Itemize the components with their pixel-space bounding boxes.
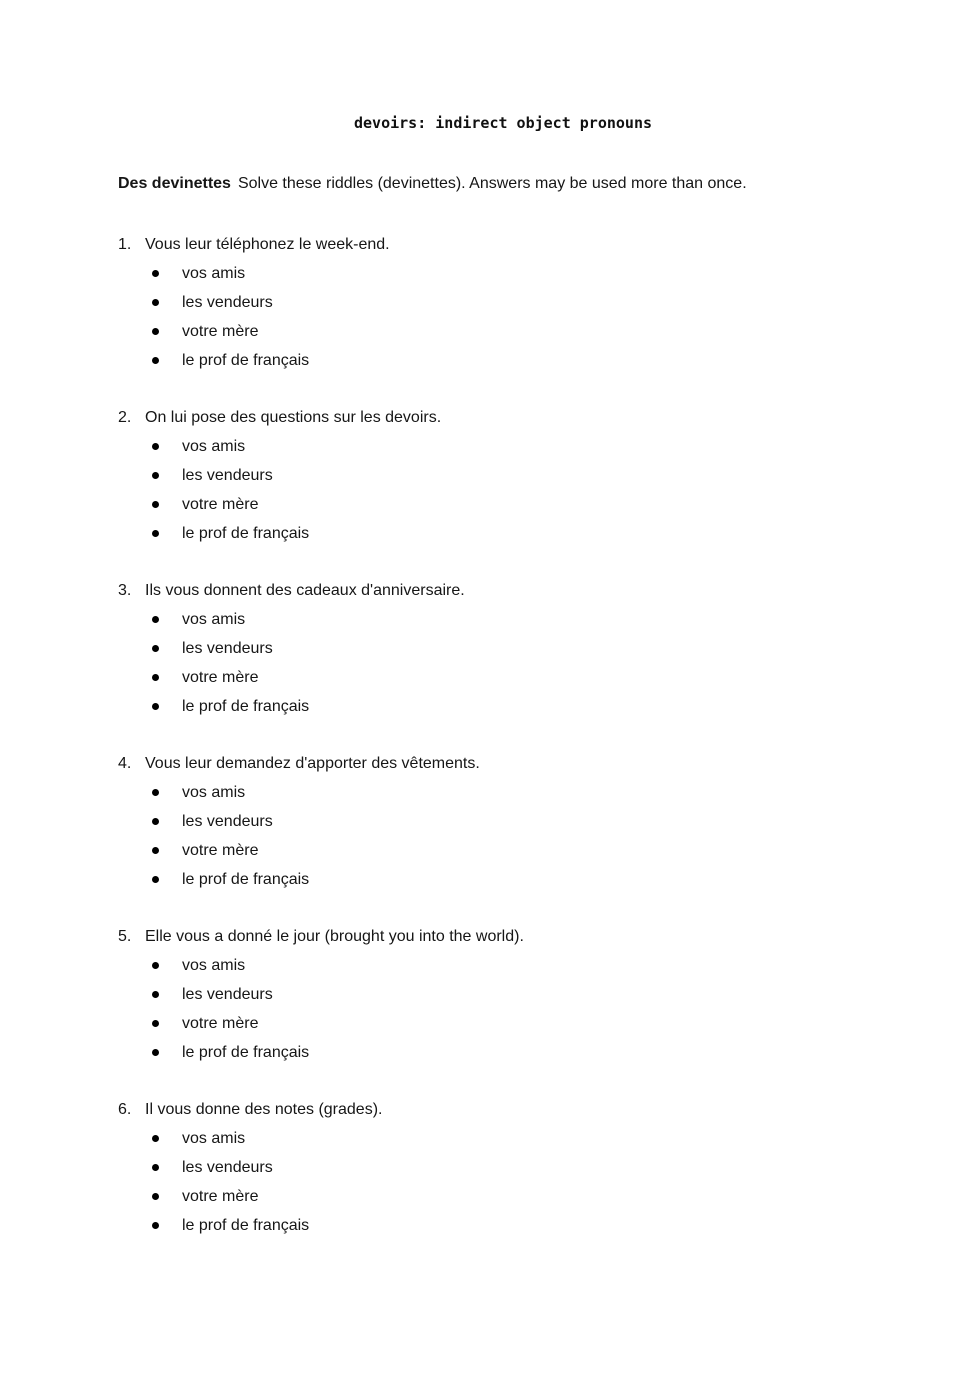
question-line (118, 1095, 888, 1124)
option-label: le prof de français (182, 698, 310, 715)
question-text: Elle vous a donné le jour (brought you into the world). (145, 928, 524, 945)
instructions (118, 172, 888, 196)
option-label: vos amis (182, 784, 246, 801)
questions-list (118, 230, 888, 1240)
question-block (118, 230, 888, 375)
option-label: votre mère (182, 842, 259, 859)
options-list (118, 432, 888, 548)
option-item (152, 980, 888, 1009)
option-label: les vendeurs (182, 1159, 273, 1176)
bullet-icon (152, 876, 159, 883)
options-list (118, 605, 888, 721)
option-label: votre mère (182, 496, 259, 513)
question-text: Vous leur demandez d'apporter des vêtements. (145, 755, 480, 772)
question-number: 6. (118, 1101, 132, 1118)
option-label: votre mère (182, 1188, 259, 1205)
question-line (118, 749, 888, 778)
bullet-icon (152, 616, 159, 623)
bullet-icon (152, 818, 159, 825)
option-label: le prof de français (182, 352, 310, 369)
option-item (152, 807, 888, 836)
option-label: le prof de français (182, 871, 310, 888)
option-item (152, 1124, 888, 1153)
option-item (152, 490, 888, 519)
question-number: 5. (118, 928, 132, 945)
question-line (118, 576, 888, 605)
bullet-icon (152, 1164, 159, 1171)
question-text: Vous leur téléphonez le week-end. (145, 236, 390, 253)
option-item (152, 605, 888, 634)
option-item (152, 951, 888, 980)
question-line (118, 922, 888, 951)
question-block (118, 403, 888, 548)
bullet-icon (152, 1135, 159, 1142)
options-list (118, 259, 888, 375)
bullet-icon (152, 962, 159, 969)
bullet-icon (152, 991, 159, 998)
question-text: On lui pose des questions sur les devoirs. (145, 409, 442, 426)
bullet-icon (152, 674, 159, 681)
option-item (152, 692, 888, 721)
question-block (118, 922, 888, 1067)
option-item (152, 259, 888, 288)
options-list (118, 778, 888, 894)
option-label: le prof de français (182, 525, 310, 542)
option-label: le prof de français (182, 1217, 310, 1234)
question-number: 2. (118, 409, 132, 426)
bullet-icon (152, 530, 159, 537)
option-item (152, 1211, 888, 1240)
option-item (152, 1009, 888, 1038)
question-line (118, 230, 888, 259)
question-block (118, 576, 888, 721)
options-list (118, 1124, 888, 1240)
option-item (152, 432, 888, 461)
option-item (152, 288, 888, 317)
question-line (118, 403, 888, 432)
question-block (118, 749, 888, 894)
option-label: les vendeurs (182, 467, 273, 484)
option-label: les vendeurs (182, 294, 273, 311)
option-item (152, 519, 888, 548)
question-number: 1. (118, 236, 132, 253)
bullet-icon (152, 472, 159, 479)
option-label: vos amis (182, 611, 246, 628)
option-label: les vendeurs (182, 813, 273, 830)
document-title: devoirs: indirect object pronouns (353, 114, 652, 132)
bullet-icon (152, 1049, 159, 1056)
option-item (152, 778, 888, 807)
option-label: votre mère (182, 323, 259, 340)
option-item (152, 317, 888, 346)
options-list (118, 951, 888, 1067)
bullet-icon (152, 1193, 159, 1200)
option-label: les vendeurs (182, 986, 273, 1003)
question-number: 4. (118, 755, 132, 772)
question-text: Il vous donne des notes (grades). (145, 1101, 383, 1118)
question-text: Ils vous donnent des cadeaux d'anniversaire. (145, 582, 465, 599)
option-label: le prof de français (182, 1044, 310, 1061)
instructions-text: Solve these riddles (devinettes). Answers may be used more than once. (237, 175, 747, 192)
bullet-icon (152, 1222, 159, 1229)
option-item (152, 346, 888, 375)
option-item (152, 1153, 888, 1182)
option-item (152, 836, 888, 865)
option-label: les vendeurs (182, 640, 273, 657)
bullet-icon (152, 328, 159, 335)
bullet-icon (152, 847, 159, 854)
option-item (152, 461, 888, 490)
bullet-icon (152, 501, 159, 508)
bullet-icon (152, 299, 159, 306)
bullet-icon (152, 645, 159, 652)
option-item (152, 1038, 888, 1067)
bullet-icon (152, 789, 159, 796)
option-item (152, 663, 888, 692)
bullet-icon (152, 1020, 159, 1027)
bullet-icon (152, 703, 159, 710)
bullet-icon (152, 443, 159, 450)
option-item (152, 634, 888, 663)
option-item (152, 1182, 888, 1211)
question-block (118, 1095, 888, 1240)
option-label: vos amis (182, 1130, 246, 1147)
instructions-lead: Des devinettes (118, 175, 231, 192)
option-item (152, 865, 888, 894)
option-label: votre mère (182, 1015, 259, 1032)
option-label: votre mère (182, 669, 259, 686)
option-label: vos amis (182, 265, 246, 282)
option-label: vos amis (182, 957, 246, 974)
bullet-icon (152, 357, 159, 364)
question-number: 3. (118, 582, 132, 599)
bullet-icon (152, 270, 159, 277)
option-label: vos amis (182, 438, 246, 455)
